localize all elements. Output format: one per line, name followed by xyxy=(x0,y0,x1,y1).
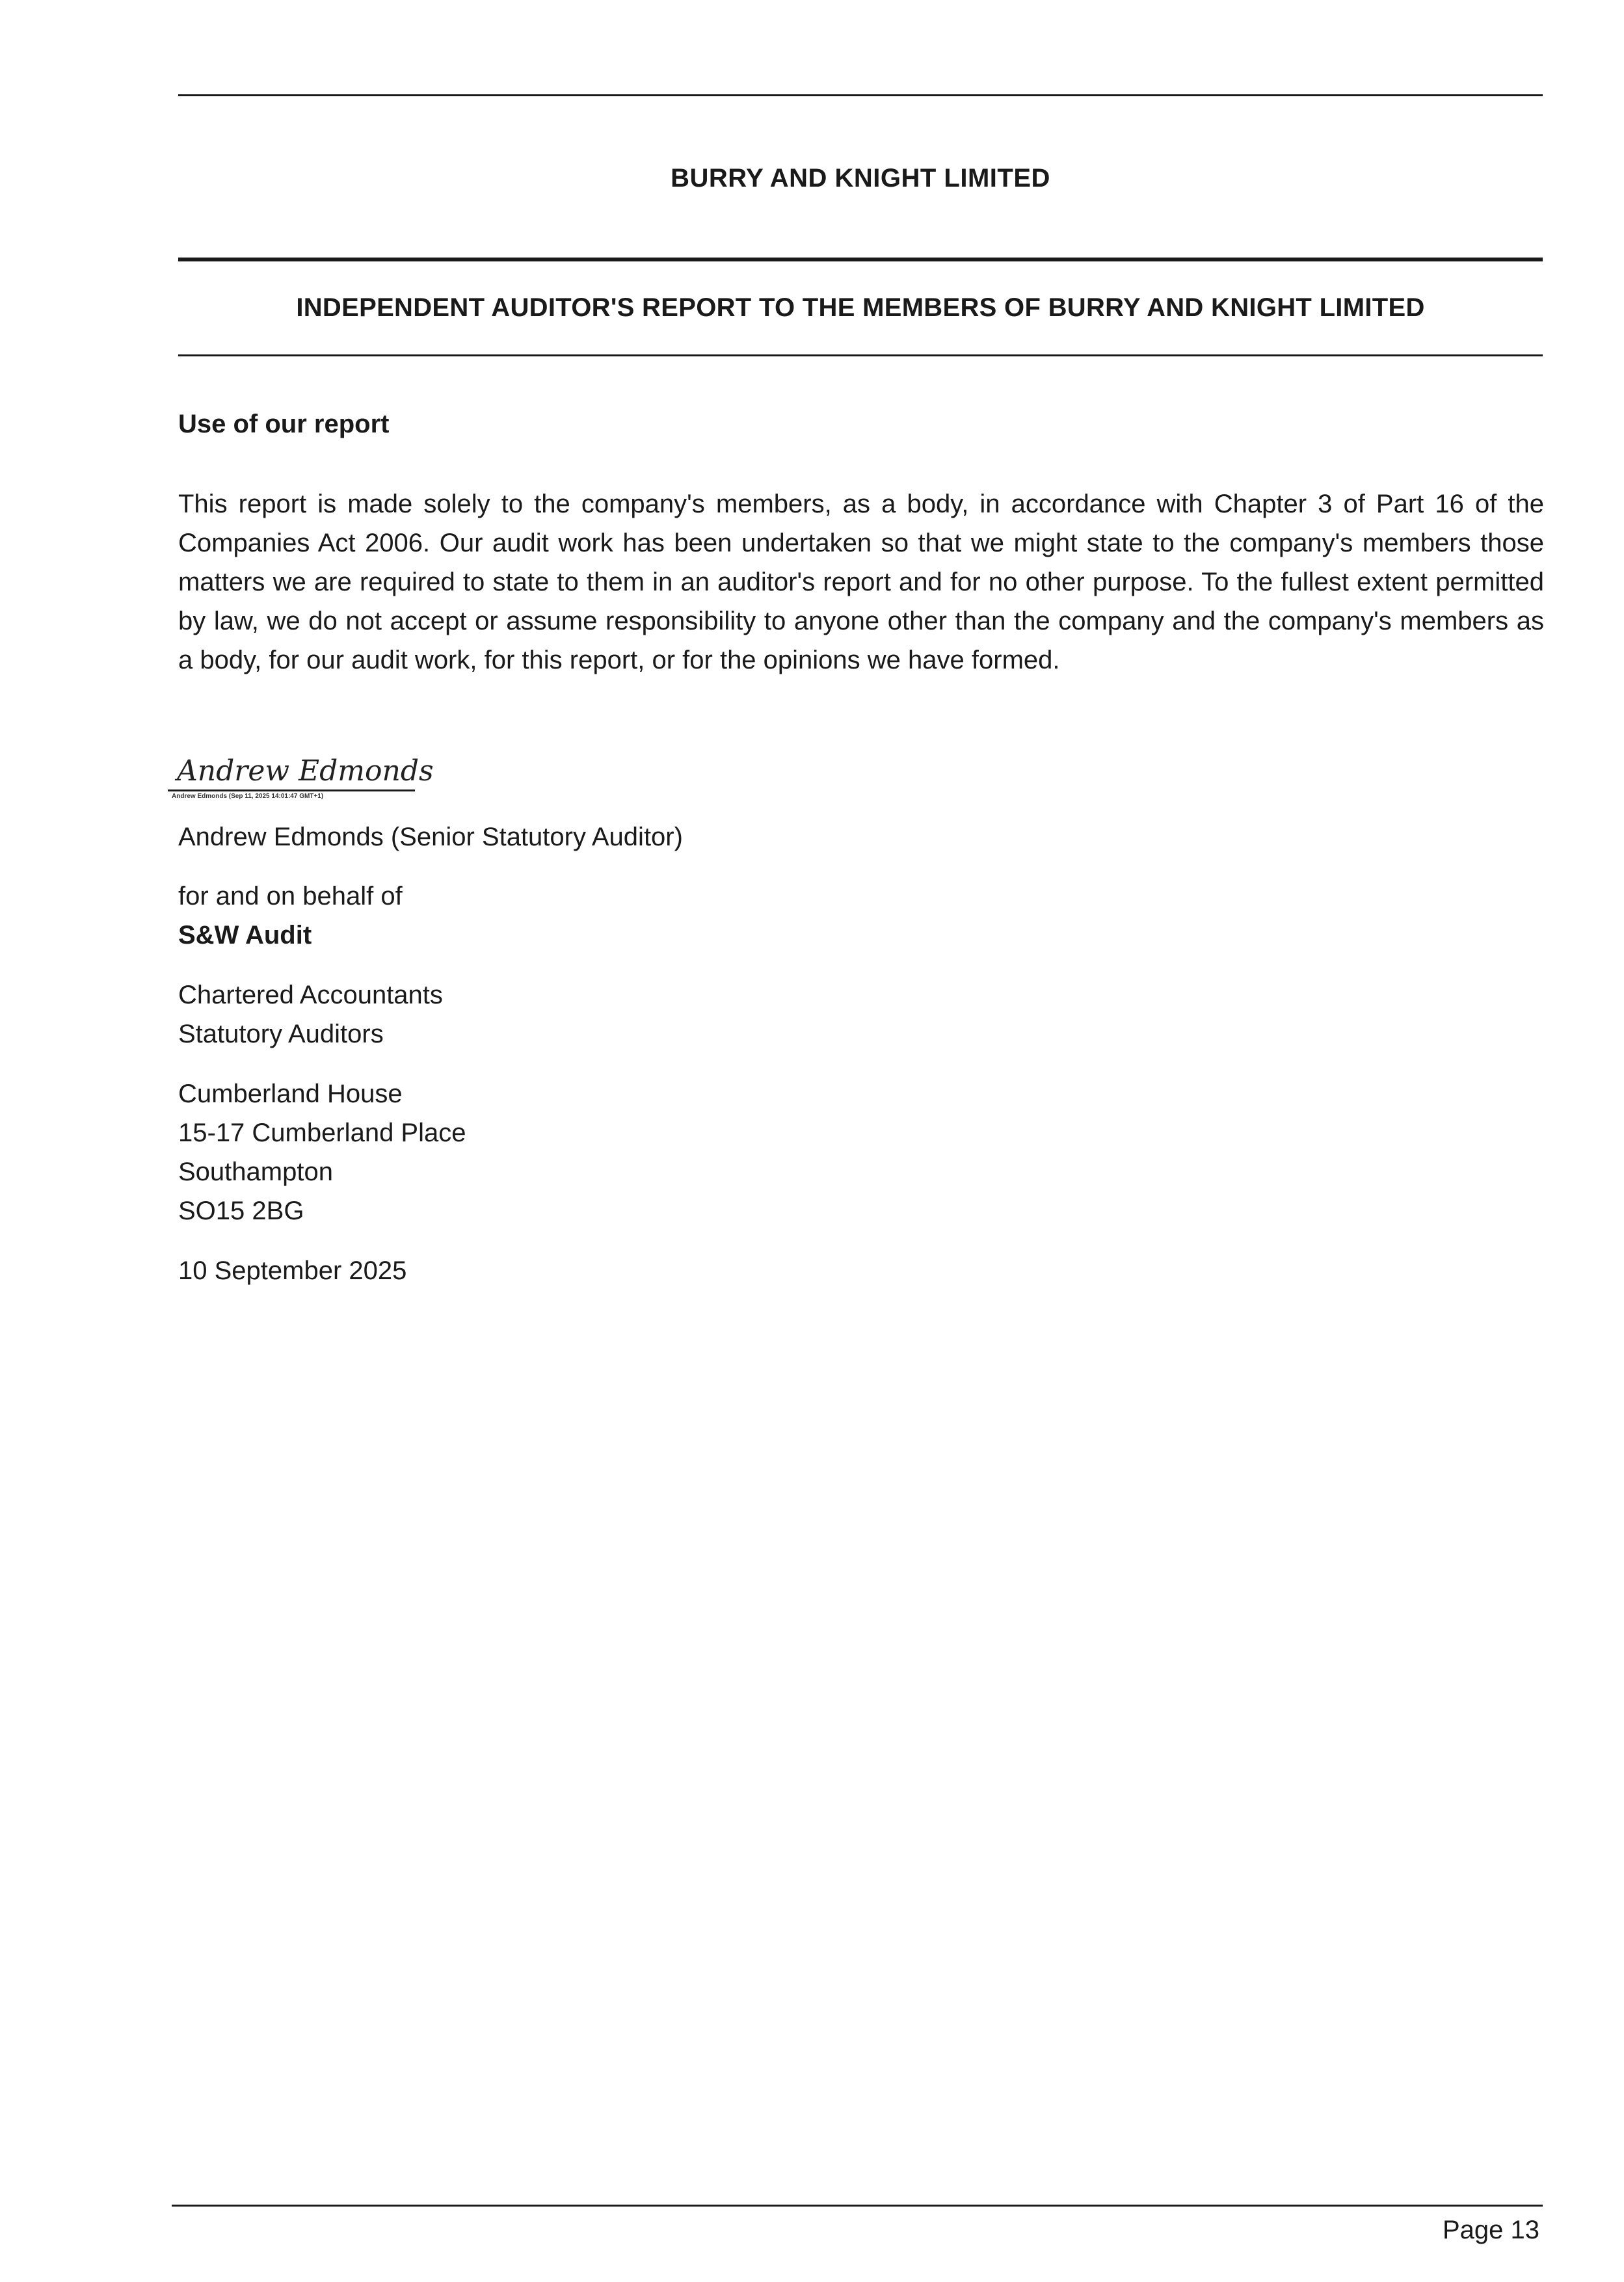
use-of-report-paragraph: This report is made solely to the company's members, as a body, in accordance with Chapter 3 of Part 16 of the Companies Act 2006. Our audit work has been undertaken so that we might state to the company's members those matters we are required to state to them in an auditor's report and for no other purpose. To the fullest extent permitted by law, we do not accept or assume responsibility to anyone other than the company and the company's members as a body, for our audit work, for this report, or for the opinions we have formed. xyxy=(178,490,1544,674)
signature-block xyxy=(168,754,434,800)
firm-name: S&W Audit xyxy=(178,921,312,949)
signatory-name: Andrew Edmonds (Senior Statutory Auditor) xyxy=(178,823,683,851)
signature-timestamp: Andrew Edmonds (Sep 11, 2025 14:01:47 GMT+1) xyxy=(172,793,324,800)
report-date: 10 September 2025 xyxy=(178,1256,407,1285)
page-number: Page 13 xyxy=(1442,2216,1539,2244)
designation-statutory: Statutory Auditors xyxy=(178,1020,384,1048)
signature-line xyxy=(168,789,415,791)
company-name-heading: BURRY AND KNIGHT LIMITED xyxy=(671,164,1050,192)
report-title: INDEPENDENT AUDITOR'S REPORT TO THE MEMBERS OF BURRY AND KNIGHT LIMITED xyxy=(296,293,1425,322)
top-rule xyxy=(178,94,1543,96)
address-postcode: SO15 2BG xyxy=(178,1197,304,1225)
title-bottom-rule xyxy=(178,354,1543,356)
address-line-1: Cumberland House xyxy=(178,1080,403,1108)
designation-chartered: Chartered Accountants xyxy=(178,981,443,1009)
on-behalf-of-text: for and on behalf of xyxy=(178,882,403,910)
address-line-2: 15-17 Cumberland Place xyxy=(178,1119,466,1147)
handwritten-signature: Andrew Edmonds xyxy=(177,754,434,788)
footer-rule xyxy=(172,2205,1543,2207)
section-heading: Use of our report xyxy=(178,410,390,438)
address-line-3: Southampton xyxy=(178,1158,333,1186)
title-top-rule xyxy=(178,258,1543,261)
